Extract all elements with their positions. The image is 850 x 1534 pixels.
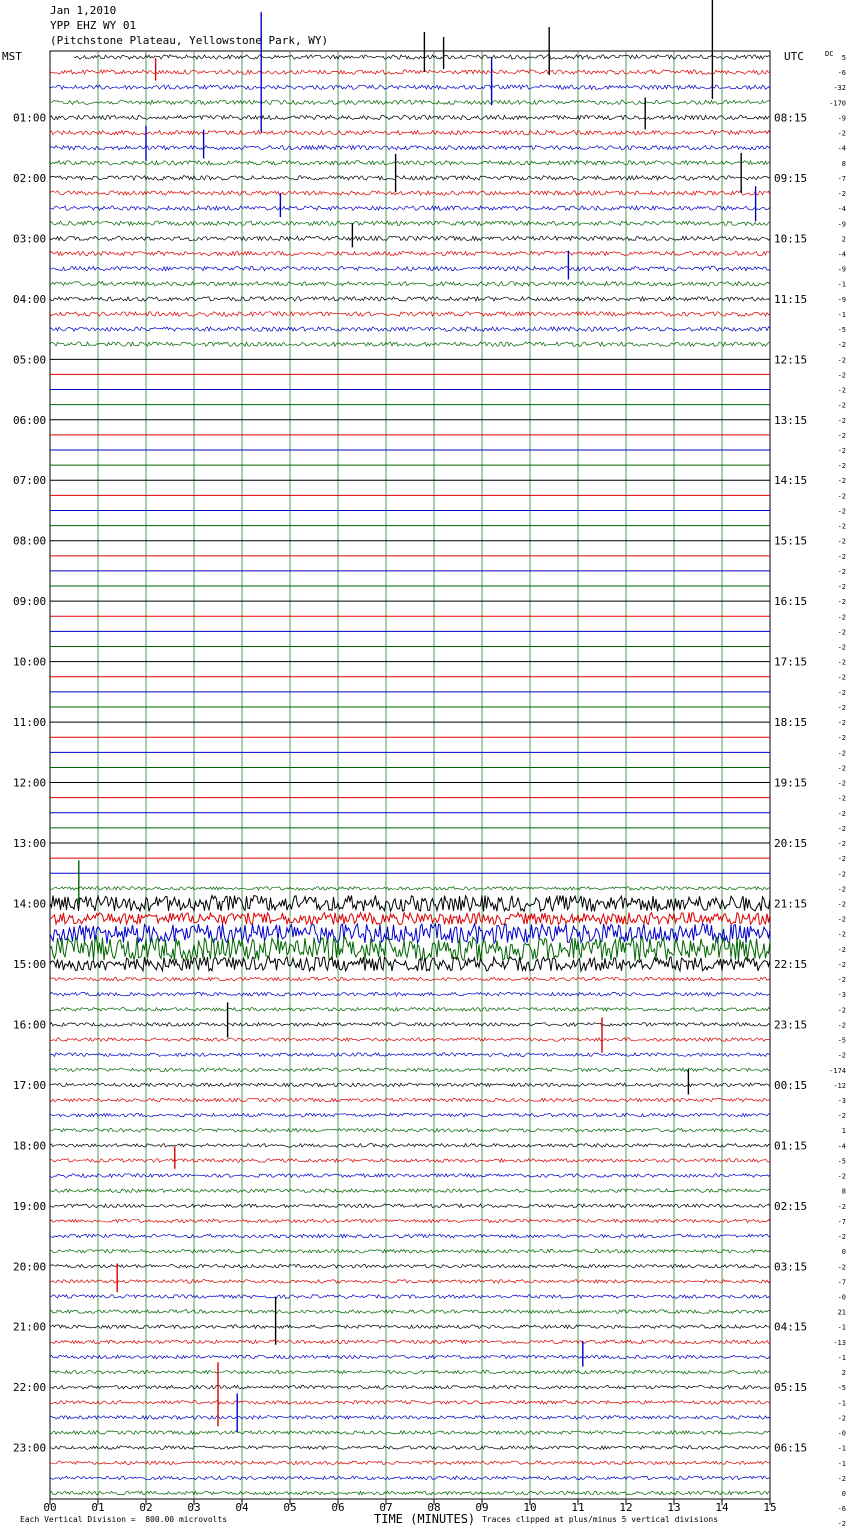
trace-line (50, 1385, 770, 1389)
dc-offset-value: -2 (837, 552, 846, 561)
mst-hour-label: 20:00 (13, 1260, 47, 1274)
trace-line (50, 327, 770, 331)
dc-offset-value: -5 (837, 1157, 846, 1166)
trace-line (50, 1128, 770, 1132)
utc-hour-label: 13:15 (774, 413, 808, 427)
dc-offset-value: -5 (837, 326, 846, 335)
x-tick-label: 12 (619, 1501, 633, 1514)
dc-offset-value: -2 (837, 719, 846, 728)
dc-offset-value: -2 (837, 688, 846, 697)
dc-offset-value: -2 (837, 976, 846, 985)
dc-offset-value: -6 (837, 69, 846, 78)
trace-line (50, 146, 770, 150)
trace-line (50, 1144, 770, 1148)
dc-offset-value: -2 (837, 628, 846, 637)
x-tick-label: 14 (715, 1501, 729, 1514)
utc-axis-label: UTC (784, 50, 804, 63)
dc-offset-value: 21 (837, 1308, 846, 1317)
dc-offset-value: -2 (837, 129, 846, 138)
trace-line (50, 297, 770, 301)
trace-line (50, 1023, 770, 1027)
utc-hour-label: 03:15 (774, 1260, 808, 1274)
chart-location: (Pitchstone Plateau, Yellowstone Park, WY) (50, 34, 329, 47)
utc-hour-label: 01:15 (774, 1139, 808, 1153)
trace-line (50, 191, 770, 195)
utc-hour-label: 21:15 (774, 897, 808, 911)
dc-offset-value: 0 (841, 1248, 846, 1257)
dc-offset-value: -2 (837, 477, 846, 486)
dc-label: DC (825, 50, 834, 58)
dc-offset-value: -13 (833, 1338, 846, 1347)
dc-offset-value: -2 (837, 1263, 846, 1272)
mst-hour-label: 07:00 (13, 474, 47, 488)
x-tick-label: 13 (667, 1501, 681, 1514)
dc-offset-value: -2 (837, 840, 846, 849)
trace-line (50, 1325, 770, 1329)
trace-line (50, 913, 770, 925)
dc-offset-value: -2 (837, 613, 846, 622)
trace-line (50, 1204, 770, 1208)
mst-hour-label: 23:00 (13, 1441, 47, 1455)
trace-line (50, 1416, 770, 1420)
trace-line (50, 115, 770, 119)
trace-line (50, 1249, 770, 1253)
trace-line (50, 1098, 770, 1102)
dc-offset-value: -9 (837, 114, 846, 123)
dc-offset-value: -2 (837, 371, 846, 380)
trace-line (50, 1310, 770, 1314)
trace-line (50, 1340, 770, 1344)
x-tick-label: 11 (571, 1501, 585, 1514)
utc-hour-label: 14:15 (774, 474, 808, 488)
x-tick-label: 10 (523, 1501, 537, 1514)
utc-hour-label: 15:15 (774, 534, 808, 548)
dc-offset-value: -2 (837, 734, 846, 743)
dc-offset-value: -2 (837, 1474, 846, 1483)
utc-hour-label: 02:15 (774, 1199, 808, 1213)
dc-offset-value: -2 (837, 673, 846, 682)
dc-offset-value: -9 (837, 265, 846, 274)
trace-line (50, 1431, 770, 1435)
dc-offset-value: -5 (837, 1384, 846, 1393)
x-tick-label: 05 (283, 1501, 297, 1514)
utc-hour-label: 05:15 (774, 1381, 808, 1395)
dc-offset-value: -4 (837, 144, 846, 153)
mst-hour-label: 06:00 (13, 413, 47, 427)
x-tick-label: 08 (427, 1501, 441, 1514)
trace-line (50, 70, 770, 74)
dc-offset-value: -4 (837, 205, 846, 214)
x-tick-label: 00 (43, 1501, 57, 1514)
utc-hour-label: 10:15 (774, 232, 808, 246)
dc-offset-value: -2 (837, 794, 846, 803)
dc-offset-value: -2 (837, 960, 846, 969)
clip-note: Traces clipped at plus/minus 5 vertical divisions (482, 1515, 719, 1524)
trace-line (50, 1234, 770, 1238)
dc-offset-value: -1 (837, 1459, 846, 1468)
dc-offset-value: -2 (837, 416, 846, 425)
dc-offset-value: -2 (837, 1202, 846, 1211)
dc-offset-value: -2 (837, 703, 846, 712)
dc-offset-value: -9 (837, 220, 846, 229)
trace-line (50, 1008, 770, 1012)
dc-offset-value: -2 (837, 1233, 846, 1242)
mst-hour-label: 13:00 (13, 837, 47, 851)
trace-line (50, 1461, 770, 1465)
dc-offset-value: -174 (829, 1066, 846, 1075)
dc-offset-value: -2 (837, 779, 846, 788)
mst-hour-label: 17:00 (13, 1078, 47, 1092)
trace-line (50, 957, 770, 971)
dc-offset-value: -2 (837, 764, 846, 773)
dc-offset-value: -4 (837, 1142, 846, 1151)
dc-offset-value: -2 (837, 1520, 846, 1529)
x-tick-label: 03 (187, 1501, 201, 1514)
trace-line (50, 937, 770, 961)
mst-hour-label: 12:00 (13, 776, 47, 790)
dc-offset-value: -3 (837, 991, 846, 1000)
mst-hour-label: 05:00 (13, 353, 47, 367)
dc-offset-value: -2 (837, 401, 846, 410)
trace-line (50, 342, 770, 346)
dc-offset-value: -2 (837, 870, 846, 879)
trace-line (50, 1355, 770, 1359)
dc-offset-value: -2 (837, 1172, 846, 1181)
utc-hour-label: 08:15 (774, 111, 808, 125)
dc-offset-value: -2 (837, 431, 846, 440)
trace-line (50, 266, 770, 270)
dc-offset-value: -2 (837, 567, 846, 576)
trace-line (50, 1174, 770, 1178)
utc-hour-label: 04:15 (774, 1320, 808, 1334)
dc-offset-value: 0 (841, 1490, 846, 1498)
dc-offset-value: -2 (837, 341, 846, 350)
dc-offset-value: -1 (837, 1323, 846, 1332)
trace-line (50, 236, 770, 240)
mst-hour-label: 04:00 (13, 292, 47, 306)
dc-offset-value: -2 (837, 462, 846, 471)
utc-hour-label: 18:15 (774, 716, 808, 730)
mst-hour-label: 22:00 (13, 1381, 47, 1395)
utc-hour-label: 11:15 (774, 292, 808, 306)
mst-hour-label: 18:00 (13, 1139, 47, 1153)
trace-line (50, 1219, 770, 1223)
dc-offset-value: -9 (837, 295, 846, 304)
utc-hour-label: 20:15 (774, 837, 808, 851)
dc-offset-value: -2 (837, 583, 846, 592)
trace-line (50, 1053, 770, 1057)
dc-offset-value: 8 (841, 1187, 846, 1196)
utc-hour-label: 12:15 (774, 353, 808, 367)
trace-line (50, 176, 770, 180)
mst-hour-label: 08:00 (13, 534, 47, 548)
trace-line (50, 1038, 770, 1042)
dc-offset-value: -0 (837, 1293, 846, 1302)
trace-line (50, 221, 770, 225)
trace-line (50, 100, 770, 104)
mst-hour-label: 10:00 (13, 655, 47, 669)
dc-offset-value: -3 (837, 1096, 846, 1105)
utc-hour-label: 17:15 (774, 655, 808, 669)
dc-offset-value: -1 (837, 1444, 846, 1453)
dc-offset-value: -2 (837, 658, 846, 667)
dc-offset-value: -6 (837, 1505, 846, 1514)
trace-line (50, 1068, 770, 1072)
dc-offset-value: -2 (837, 643, 846, 652)
dc-offset-value: -2 (837, 900, 846, 909)
mst-hour-label: 21:00 (13, 1320, 47, 1334)
dc-offset-value: -2 (837, 855, 846, 864)
trace-line (74, 55, 770, 59)
utc-hour-label: 22:15 (774, 957, 808, 971)
utc-hour-label: 23:15 (774, 1018, 808, 1032)
trace-line (50, 130, 770, 134)
dc-offset-value: 2 (841, 1369, 846, 1378)
x-tick-label: 06 (331, 1501, 345, 1514)
trace-line (50, 312, 770, 316)
x-tick-label: 02 (139, 1501, 153, 1514)
trace-line (50, 161, 770, 165)
dc-offset-value: -1 (837, 280, 846, 289)
trace-line (50, 1280, 770, 1284)
dc-offset-value: -2 (837, 447, 846, 456)
mst-hour-label: 03:00 (13, 232, 47, 246)
dc-offset-value: -2 (837, 537, 846, 546)
trace-line (50, 1401, 770, 1405)
dc-offset-value: -2 (837, 522, 846, 531)
dc-offset-value: 1 (841, 1127, 846, 1136)
trace-line (50, 1159, 770, 1163)
mst-hour-label: 15:00 (13, 957, 47, 971)
trace-line (50, 1295, 770, 1299)
dc-offset-value: -12 (833, 1081, 846, 1090)
mst-hour-label: 14:00 (13, 897, 47, 911)
trace-line (50, 282, 770, 286)
x-tick-label: 07 (379, 1501, 393, 1514)
trace-line (50, 1476, 770, 1480)
trace-line (50, 1265, 770, 1269)
trace-line (50, 206, 770, 210)
trace-line (50, 896, 770, 912)
trace-line (50, 1083, 770, 1087)
dc-offset-value: -2 (837, 749, 846, 758)
utc-hour-label: 19:15 (774, 776, 808, 790)
x-tick-label: 09 (475, 1501, 489, 1514)
trace-line (50, 251, 770, 255)
dc-offset-value: -2 (837, 1021, 846, 1030)
dc-offset-value: -2 (837, 598, 846, 607)
dc-offset-value: -170 (829, 99, 846, 108)
x-tick-label: 01 (91, 1501, 105, 1514)
trace-line (50, 1446, 770, 1450)
mst-hour-label: 02:00 (13, 171, 47, 185)
dc-offset-value: -1 (837, 1353, 846, 1362)
dc-offset-value: -32 (833, 84, 846, 93)
trace-line (50, 887, 770, 891)
chart-date: Jan 1,2010 (50, 4, 117, 17)
utc-hour-label: 09:15 (774, 171, 808, 185)
dc-offset-value: -2 (837, 809, 846, 818)
dc-offset-value: -2 (837, 1112, 846, 1121)
dc-offset-value: 8 (841, 159, 846, 168)
scale-note: Each Vertical Division = 800.00 microvolts (20, 1515, 228, 1524)
dc-offset-value: -2 (837, 1006, 846, 1015)
utc-hour-label: 16:15 (774, 595, 808, 609)
chart-station: YPP EHZ WY 01 (50, 19, 137, 32)
dc-offset-value: 5 (841, 54, 846, 62)
trace-line (50, 85, 770, 89)
trace-line (50, 1491, 770, 1495)
dc-offset-value: -2 (837, 885, 846, 894)
dc-offset-value: -2 (837, 915, 846, 924)
dc-offset-value: -4 (837, 250, 846, 259)
dc-offset-value: -1 (837, 1399, 846, 1408)
utc-hour-label: 00:15 (774, 1078, 808, 1092)
dc-offset-value: -2 (837, 1051, 846, 1060)
utc-hour-label: 06:15 (774, 1441, 808, 1455)
dc-offset-value: -7 (837, 1217, 846, 1226)
trace-line (50, 977, 770, 981)
mst-hour-label: 09:00 (13, 595, 47, 609)
mst-hour-label: 19:00 (13, 1199, 47, 1213)
dc-offset-value: -2 (837, 190, 846, 199)
dc-offset-value: -2 (837, 945, 846, 954)
dc-offset-value: -7 (837, 174, 846, 183)
mst-hour-label: 01:00 (13, 111, 47, 125)
dc-offset-value: -2 (837, 386, 846, 395)
dc-offset-value: -7 (837, 1278, 846, 1287)
dc-offset-value: -1 (837, 310, 846, 319)
trace-line (50, 1113, 770, 1117)
dc-offset-value: -2 (837, 1414, 846, 1423)
dc-offset-value: 2 (841, 235, 846, 244)
dc-offset-value: -0 (837, 1429, 846, 1438)
x-tick-label: 15 (763, 1501, 777, 1514)
dc-offset-value: -5 (837, 1036, 846, 1045)
dc-offset-value: -2 (837, 492, 846, 501)
trace-line (50, 992, 770, 996)
mst-hour-label: 16:00 (13, 1018, 47, 1032)
mst-axis-label: MST (2, 50, 22, 63)
dc-offset-value: -2 (837, 930, 846, 939)
mst-hour-label: 11:00 (13, 716, 47, 730)
dc-offset-value: -2 (837, 507, 846, 516)
x-axis-title: TIME (MINUTES) (374, 1512, 476, 1526)
x-tick-label: 04 (235, 1501, 249, 1514)
dc-offset-value: -2 (837, 356, 846, 365)
dc-offset-value: -2 (837, 824, 846, 833)
trace-line (50, 1370, 770, 1374)
trace-line (50, 1189, 770, 1193)
